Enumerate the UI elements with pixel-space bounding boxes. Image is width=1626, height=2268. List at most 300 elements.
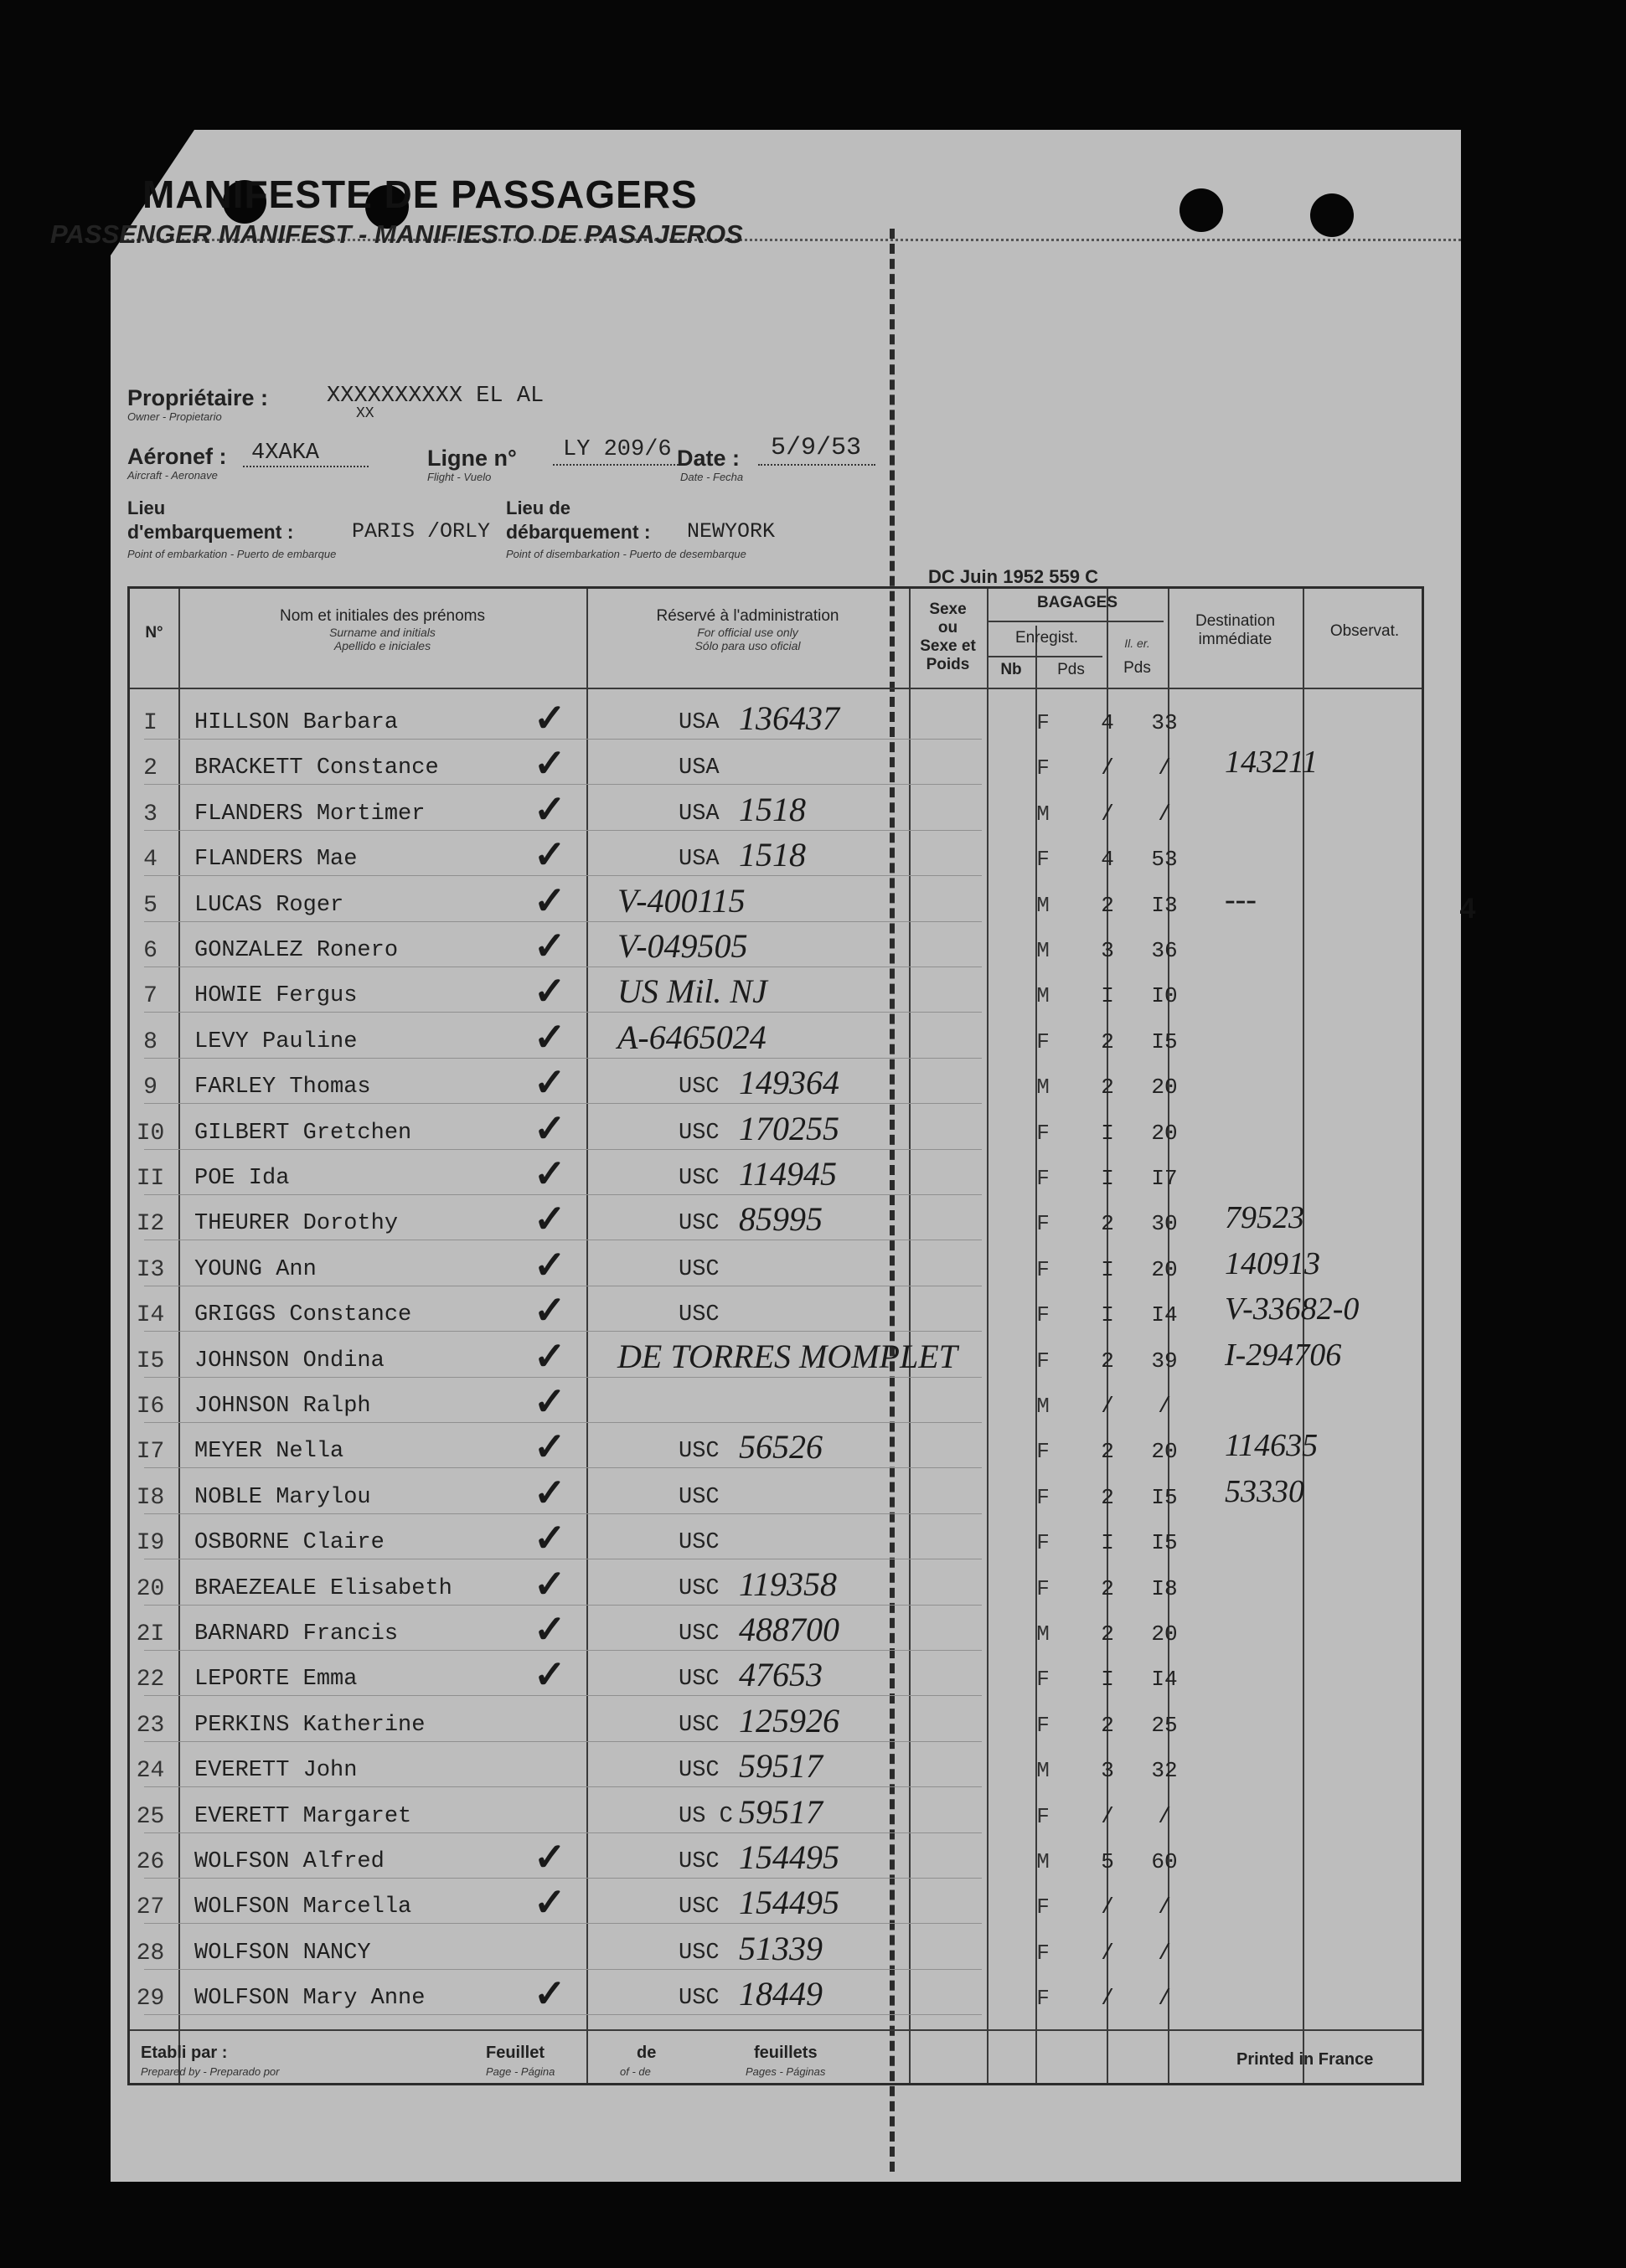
table-row bbox=[143, 697, 1417, 744]
nationality: USA bbox=[679, 847, 720, 873]
passenger-name: GILBERT Gretchen bbox=[194, 1120, 412, 1146]
passenger-name: FLANDERS Mae bbox=[194, 847, 358, 873]
passenger-name: WOLFSON Marcella bbox=[194, 1894, 412, 1920]
baggage-weight: I5 bbox=[1151, 1484, 1178, 1510]
baggage-weight: I0 bbox=[1151, 983, 1178, 1009]
nationality: USC bbox=[679, 1849, 720, 1874]
sex: F bbox=[1036, 1166, 1050, 1191]
header-observations: Observat. bbox=[1329, 622, 1400, 640]
aircraft-translation: Aircraft - Aeronave bbox=[127, 469, 218, 482]
header-sex: Sexe ou Sexe et Poids bbox=[920, 601, 976, 673]
check-mark: ✓ bbox=[534, 1015, 566, 1059]
passenger-name: FLANDERS Mortimer bbox=[194, 801, 426, 827]
disembark-value: NEWYORK bbox=[687, 519, 776, 544]
date-value: 5/9/53 bbox=[771, 434, 862, 462]
passenger-name: BRAEZEALE Elisabeth bbox=[194, 1575, 452, 1601]
sex: F bbox=[1036, 1302, 1050, 1328]
passport-number: 47653 bbox=[739, 1656, 823, 1694]
table-row bbox=[136, 1747, 1417, 1791]
passport-number: 18449 bbox=[739, 1975, 823, 2013]
baggage-count: 2 bbox=[1101, 1211, 1114, 1237]
table-row bbox=[136, 1106, 1417, 1154]
sex: F bbox=[1036, 1940, 1050, 1966]
of-label: de bbox=[637, 2044, 657, 2062]
row-number: 4 bbox=[143, 847, 157, 874]
sex: F bbox=[1036, 1667, 1050, 1693]
table-row bbox=[136, 1152, 1417, 1199]
baggage-count: 2 bbox=[1101, 1075, 1114, 1100]
passenger-name: HOWIE Fergus bbox=[194, 983, 358, 1009]
baggage-weight: 30 bbox=[1151, 1211, 1178, 1237]
header-pds: Pds bbox=[1057, 661, 1085, 678]
baggage-count: I bbox=[1101, 983, 1114, 1009]
sex: F bbox=[1036, 1803, 1050, 1829]
baggage-weight: I5 bbox=[1151, 1028, 1178, 1054]
passenger-name: GONZALEZ Ronero bbox=[194, 938, 399, 963]
baggage-weight: / bbox=[1158, 801, 1171, 827]
row-number: 3 bbox=[143, 801, 157, 827]
nationality: USC bbox=[679, 1621, 720, 1647]
nationality: US C bbox=[679, 1803, 733, 1829]
row-guide-line bbox=[144, 1741, 982, 1742]
table-row bbox=[136, 1334, 1417, 1382]
row-number: 22 bbox=[136, 1667, 165, 1693]
row-number: 8 bbox=[143, 1028, 157, 1055]
table-row bbox=[136, 1792, 1417, 1838]
passport-number: 149364 bbox=[739, 1064, 839, 1102]
sex: F bbox=[1036, 1028, 1050, 1054]
destination-note: 114635 bbox=[1225, 1428, 1319, 1464]
sex: F bbox=[1036, 1439, 1050, 1465]
prepared-by-label: Etabli par : bbox=[141, 2044, 228, 2062]
baggage-weight: I4 bbox=[1151, 1667, 1178, 1693]
passenger-name: WOLFSON NANCY bbox=[194, 1940, 371, 1966]
check-mark: ✓ bbox=[534, 833, 566, 877]
aircraft-dotline bbox=[243, 466, 369, 467]
row-number: 26 bbox=[136, 1849, 165, 1875]
check-mark: ✓ bbox=[534, 879, 566, 922]
table-row bbox=[143, 742, 1417, 789]
baggage-weight: 20 bbox=[1151, 1256, 1178, 1282]
row-number: I bbox=[143, 710, 157, 736]
baggage-weight: / bbox=[1158, 1803, 1171, 1829]
passport-number: 1518 bbox=[739, 790, 806, 828]
nationality: USC bbox=[679, 1166, 720, 1191]
passport-number: US Mil. NJ bbox=[617, 972, 767, 1011]
baggage-count: / bbox=[1101, 1894, 1114, 1920]
table-row bbox=[136, 1562, 1417, 1610]
passport-number: 125926 bbox=[739, 1701, 839, 1740]
baggage-count: 2 bbox=[1101, 1621, 1114, 1647]
passport-number: 154495 bbox=[739, 1884, 839, 1922]
disembark-label-2: débarquement : bbox=[506, 521, 651, 543]
date-translation: Date - Fecha bbox=[680, 471, 744, 483]
baggage-weight: I4 bbox=[1151, 1302, 1178, 1328]
row-number: 5 bbox=[143, 892, 157, 919]
nationality: USA bbox=[679, 801, 720, 827]
baggage-weight: I5 bbox=[1151, 1530, 1178, 1556]
passenger-rows bbox=[136, 697, 1476, 2050]
passenger-name: BARNARD Francis bbox=[194, 1621, 399, 1647]
aircraft-label: Aéronef : bbox=[127, 444, 227, 469]
sheet-label: Feuillet bbox=[486, 2044, 545, 2062]
baggage-count: / bbox=[1101, 1940, 1114, 1966]
nationality: USC bbox=[679, 1758, 720, 1784]
disembark-translation: Point of disembarkation - Puerto de desembarque bbox=[506, 548, 746, 560]
header-destination: Destination immédiate bbox=[1195, 612, 1276, 648]
row-number: 9 bbox=[143, 1075, 157, 1101]
baggage-count: / bbox=[1101, 1986, 1114, 2012]
printed-in-france: Printed in France bbox=[1236, 2050, 1374, 2069]
baggage-weight: 36 bbox=[1151, 938, 1178, 963]
table-row bbox=[136, 1881, 1417, 1928]
sex: M bbox=[1036, 983, 1050, 1009]
baggage-count: 4 bbox=[1101, 847, 1114, 873]
baggage-count: I bbox=[1101, 1530, 1114, 1556]
passenger-name: THEURER Dorothy bbox=[194, 1211, 399, 1237]
row-number: 6 bbox=[143, 938, 157, 964]
passport-number: V-400115 bbox=[617, 881, 746, 920]
table-row bbox=[136, 1517, 1417, 1564]
check-mark: ✓ bbox=[534, 1152, 566, 1195]
table-row bbox=[143, 1015, 1417, 1063]
nationality: USC bbox=[679, 1120, 720, 1146]
header-bagages: BAGAGES bbox=[1036, 594, 1118, 611]
observation: 4 bbox=[1459, 892, 1476, 925]
passport-number: A-6465024 bbox=[617, 1018, 767, 1056]
flight-translation: Flight - Vuelo bbox=[427, 471, 492, 483]
row-number: I3 bbox=[136, 1256, 165, 1283]
baggage-weight: I7 bbox=[1151, 1166, 1178, 1191]
passenger-name: WOLFSON Mary Anne bbox=[194, 1986, 426, 2012]
row-number: 7 bbox=[143, 983, 157, 1010]
check-mark: ✓ bbox=[534, 1608, 566, 1651]
baggage-count: 2 bbox=[1101, 1484, 1114, 1510]
baggage-weight: 60 bbox=[1151, 1849, 1178, 1874]
sex: M bbox=[1036, 892, 1050, 918]
sex: M bbox=[1036, 1621, 1050, 1647]
sex: M bbox=[1036, 1758, 1050, 1784]
passport-number: V-049505 bbox=[617, 927, 748, 965]
nationality: USC bbox=[679, 1211, 720, 1237]
sex: M bbox=[1036, 938, 1050, 963]
row-number: I8 bbox=[136, 1484, 165, 1511]
sex: F bbox=[1036, 1575, 1050, 1601]
row-number: 24 bbox=[136, 1758, 165, 1785]
nationality: USC bbox=[679, 1575, 720, 1601]
baggage-weight: 20 bbox=[1151, 1621, 1178, 1647]
table-row bbox=[143, 970, 1417, 1017]
baggage-weight: / bbox=[1158, 1940, 1171, 1966]
baggage-count: 2 bbox=[1101, 892, 1114, 918]
sex: F bbox=[1036, 755, 1050, 781]
check-mark: ✓ bbox=[534, 1836, 566, 1879]
check-mark: ✓ bbox=[534, 1471, 566, 1514]
baggage-count: 2 bbox=[1101, 1348, 1114, 1374]
destination-note: 53330 bbox=[1225, 1473, 1304, 1509]
check-mark: ✓ bbox=[534, 1334, 566, 1378]
baggage-count: 3 bbox=[1101, 1758, 1114, 1784]
nationality: USC bbox=[679, 1667, 720, 1693]
check-mark: ✓ bbox=[534, 1061, 566, 1105]
row-guide-line bbox=[144, 1969, 982, 1970]
prepared-by-translation: Prepared by - Preparado por bbox=[141, 2065, 280, 2078]
embark-value: PARIS /ORLY bbox=[352, 519, 491, 544]
sex: F bbox=[1036, 1120, 1050, 1146]
sex: F bbox=[1036, 1712, 1050, 1738]
row-number: 28 bbox=[136, 1940, 165, 1966]
baggage-count: 5 bbox=[1101, 1849, 1114, 1874]
baggage-count: / bbox=[1101, 801, 1114, 827]
row-number: 25 bbox=[136, 1803, 165, 1830]
flight-label: Ligne n° bbox=[427, 446, 517, 471]
table-row bbox=[136, 1701, 1417, 1746]
baggage-count: 2 bbox=[1101, 1028, 1114, 1054]
table-row bbox=[136, 1608, 1417, 1655]
document-subtitle: PASSENGER MANIFEST - MANIFIESTO DE PASAJEROS bbox=[50, 219, 743, 249]
owner-xx: XX bbox=[356, 405, 374, 422]
row-number: I4 bbox=[136, 1302, 165, 1329]
sex: F bbox=[1036, 1256, 1050, 1282]
check-mark: ✓ bbox=[534, 1653, 566, 1697]
table-row bbox=[136, 1836, 1417, 1883]
row-guide-line bbox=[144, 1832, 982, 1833]
owner-value: XXXXXXXXXX EL AL bbox=[327, 384, 545, 409]
sex: F bbox=[1036, 1484, 1050, 1510]
embark-translation: Point of embarkation - Puerto de embarque bbox=[127, 548, 337, 560]
passenger-name: HILLSON Barbara bbox=[194, 710, 399, 735]
row-number: I7 bbox=[136, 1439, 165, 1466]
pages-label: feuillets bbox=[754, 2044, 818, 2062]
sex: F bbox=[1036, 1211, 1050, 1237]
sex: F bbox=[1036, 1894, 1050, 1920]
passport-number: 154495 bbox=[739, 1838, 839, 1876]
table-row bbox=[143, 787, 1417, 835]
table-row bbox=[136, 1929, 1417, 1974]
passenger-name: WOLFSON Alfred bbox=[194, 1849, 385, 1874]
check-mark: ✓ bbox=[534, 1881, 566, 1925]
passport-number: 488700 bbox=[739, 1611, 839, 1648]
baggage-weight: 25 bbox=[1151, 1712, 1178, 1738]
flight-dotline bbox=[553, 464, 679, 466]
row-number: 23 bbox=[136, 1712, 165, 1739]
row-number: I5 bbox=[136, 1348, 165, 1374]
nationality: USC bbox=[679, 1302, 720, 1328]
baggage-count: I bbox=[1101, 1302, 1114, 1328]
form-code: DC Juin 1952 559 C bbox=[928, 566, 1098, 587]
baggage-count: 2 bbox=[1101, 1439, 1114, 1465]
table-row bbox=[136, 1243, 1417, 1291]
passenger-name: OSBORNE Claire bbox=[194, 1530, 385, 1556]
sex: F bbox=[1036, 1348, 1050, 1374]
baggage-weight: 20 bbox=[1151, 1120, 1178, 1146]
passenger-name: POE Ida bbox=[194, 1166, 290, 1191]
check-mark: ✓ bbox=[534, 697, 566, 740]
sex: F bbox=[1036, 847, 1050, 873]
row-number: I0 bbox=[136, 1120, 165, 1147]
flight-value: LY 209/6 bbox=[563, 437, 672, 462]
passenger-name: FARLEY Thomas bbox=[194, 1075, 371, 1100]
check-mark: ✓ bbox=[534, 1972, 566, 2016]
passenger-name: GRIGGS Constance bbox=[194, 1302, 412, 1328]
check-mark: ✓ bbox=[534, 1425, 566, 1469]
row-number: 2 bbox=[143, 755, 157, 782]
baggage-weight: / bbox=[1158, 755, 1171, 781]
baggage-weight: / bbox=[1158, 1394, 1171, 1419]
table-row bbox=[143, 879, 1476, 926]
row-number: 27 bbox=[136, 1894, 165, 1921]
baggage-weight: / bbox=[1158, 1986, 1171, 2012]
baggage-count: / bbox=[1101, 1394, 1114, 1419]
nationality: USC bbox=[679, 1530, 720, 1556]
baggage-count: I bbox=[1101, 1667, 1114, 1693]
destination-note: 143211 bbox=[1225, 745, 1319, 781]
passport-number: 59517 bbox=[739, 1747, 823, 1786]
owner-translation: Owner - Propietario bbox=[127, 410, 222, 423]
baggage-count: I bbox=[1101, 1256, 1114, 1282]
check-mark: ✓ bbox=[534, 1562, 566, 1606]
table-row bbox=[136, 1289, 1417, 1336]
table-row bbox=[136, 1380, 1417, 1427]
header-name: Nom et initiales des prénoms Surname and initials Apellido e iniciales bbox=[280, 607, 485, 652]
baggage-count: I bbox=[1101, 1120, 1114, 1146]
baggage-weight: 33 bbox=[1151, 710, 1178, 735]
passenger-name: EVERETT Margaret bbox=[194, 1803, 412, 1829]
sex: F bbox=[1036, 1986, 1050, 2012]
baggage-count: 4 bbox=[1101, 710, 1114, 735]
check-mark: ✓ bbox=[534, 787, 566, 831]
row-number: 2I bbox=[136, 1621, 165, 1647]
punch-hole bbox=[1310, 193, 1354, 237]
baggage-count: I bbox=[1101, 1166, 1114, 1191]
sex: F bbox=[1036, 1530, 1050, 1556]
header-nb: Nb bbox=[1000, 661, 1022, 678]
table-row bbox=[136, 1653, 1417, 1700]
passenger-name: NOBLE Marylou bbox=[194, 1484, 371, 1510]
pages-translation: Pages - Páginas bbox=[746, 2065, 826, 2078]
row-number: 29 bbox=[136, 1986, 165, 2013]
row-number: I9 bbox=[136, 1530, 165, 1557]
baggage-weight: 20 bbox=[1151, 1075, 1178, 1100]
destination-note: 140913 bbox=[1225, 1245, 1320, 1281]
check-mark: ✓ bbox=[534, 1198, 566, 1241]
baggage-weight: I8 bbox=[1151, 1575, 1178, 1601]
passport-number: 136437 bbox=[739, 699, 839, 737]
passenger-name: LEVY Pauline bbox=[194, 1028, 358, 1054]
baggage-weight: / bbox=[1158, 1894, 1171, 1920]
row-number: I2 bbox=[136, 1211, 165, 1238]
nationality: USC bbox=[679, 1256, 720, 1282]
baggage-count: 2 bbox=[1101, 1712, 1114, 1738]
table-row bbox=[136, 1425, 1417, 1472]
destination-note: 79523 bbox=[1225, 1200, 1304, 1236]
table-row bbox=[136, 1972, 1417, 2019]
check-mark: ✓ bbox=[534, 1289, 566, 1332]
header-non-enregistre: Il. er. Pds bbox=[1123, 637, 1151, 677]
sex: M bbox=[1036, 1394, 1050, 1419]
table-row bbox=[143, 1061, 1417, 1108]
row-guide-line bbox=[144, 1786, 982, 1787]
nationality: USC bbox=[679, 1712, 720, 1738]
table-row bbox=[136, 1198, 1417, 1245]
date-label: Date : bbox=[677, 446, 741, 471]
passenger-name: YOUNG Ann bbox=[194, 1256, 317, 1282]
aircraft-value: 4XAKA bbox=[251, 441, 320, 466]
check-mark: ✓ bbox=[534, 1106, 566, 1150]
baggage-count: / bbox=[1101, 755, 1114, 781]
passport-number: 59517 bbox=[739, 1792, 823, 1831]
passport-number: 114945 bbox=[739, 1155, 838, 1193]
header-no: N° bbox=[145, 624, 163, 642]
passenger-name: JOHNSON Ralph bbox=[194, 1394, 371, 1419]
baggage-weight: I3 bbox=[1151, 892, 1178, 918]
nationality: USC bbox=[679, 1940, 720, 1966]
passenger-name: MEYER Nella bbox=[194, 1439, 344, 1465]
baggage-weight: 32 bbox=[1151, 1758, 1178, 1784]
embark-label-1: Lieu bbox=[127, 497, 166, 518]
passport-number: DE TORRES MOMPLET bbox=[617, 1337, 958, 1375]
table-row bbox=[143, 925, 1417, 972]
sex: M bbox=[1036, 801, 1050, 827]
nationality: USC bbox=[679, 1986, 720, 2012]
sheet-translation: Page - Página bbox=[486, 2065, 555, 2078]
passport-number: 119358 bbox=[739, 1564, 838, 1603]
header-enregist: Enregist. bbox=[1015, 629, 1078, 647]
row-number: II bbox=[136, 1166, 165, 1192]
destination-note: I-294706 bbox=[1225, 1337, 1342, 1373]
table-row bbox=[136, 1471, 1417, 1518]
passenger-name: LEPORTE Emma bbox=[194, 1667, 358, 1693]
baggage-count: / bbox=[1101, 1803, 1114, 1829]
baggage-count: 2 bbox=[1101, 1575, 1114, 1601]
check-mark: ✓ bbox=[534, 970, 566, 1013]
passport-number: 170255 bbox=[739, 1109, 839, 1147]
header-admin: Réservé à l'administration For official use only Sólo para uso oficial bbox=[656, 607, 839, 652]
nationality: USC bbox=[679, 1894, 720, 1920]
passport-number: 56526 bbox=[739, 1428, 823, 1466]
baggage-weight: 53 bbox=[1151, 847, 1178, 873]
check-mark: ✓ bbox=[534, 742, 566, 786]
check-mark: ✓ bbox=[534, 925, 566, 967]
disembark-label-1: Lieu de bbox=[506, 497, 571, 518]
sex: F bbox=[1036, 710, 1050, 735]
embark-label-2: d'embarquement : bbox=[127, 521, 294, 543]
document-title: MANIFESTE DE PASSAGERS bbox=[142, 173, 698, 216]
nationality: USA bbox=[679, 755, 720, 781]
check-mark: ✓ bbox=[534, 1517, 566, 1560]
destination-note: --- bbox=[1225, 881, 1257, 917]
owner-label: Propriétaire : bbox=[127, 385, 269, 410]
row-number: 20 bbox=[136, 1575, 165, 1602]
date-dotline bbox=[758, 464, 875, 466]
sex: M bbox=[1036, 1075, 1050, 1100]
punch-hole bbox=[1179, 188, 1223, 232]
nationality: USC bbox=[679, 1075, 720, 1100]
baggage-weight: 39 bbox=[1151, 1348, 1178, 1374]
row-number: I6 bbox=[136, 1394, 165, 1420]
of-translation: of - de bbox=[620, 2065, 651, 2078]
passport-number: 1518 bbox=[739, 836, 806, 874]
passenger-name: BRACKETT Constance bbox=[194, 755, 439, 781]
nationality: USA bbox=[679, 710, 720, 735]
nationality: USC bbox=[679, 1439, 720, 1465]
passenger-name: JOHNSON Ondina bbox=[194, 1348, 385, 1374]
passenger-name: PERKINS Katherine bbox=[194, 1712, 426, 1738]
passport-number: 85995 bbox=[739, 1200, 823, 1239]
sex: M bbox=[1036, 1849, 1050, 1874]
nationality: USC bbox=[679, 1484, 720, 1510]
passport-number: 51339 bbox=[739, 1929, 823, 1967]
